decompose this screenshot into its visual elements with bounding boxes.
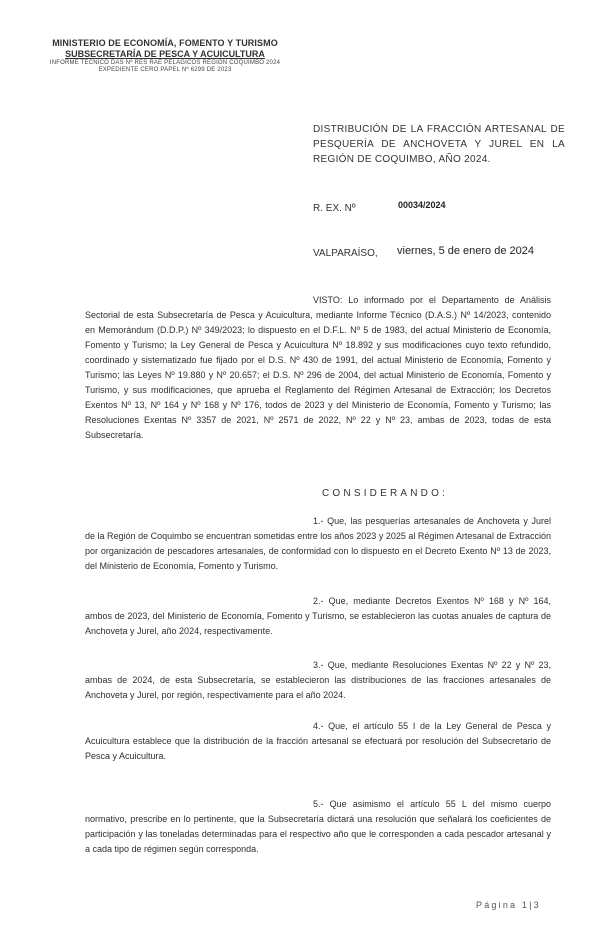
considerando-2: 2.- Que, mediante Decretos Exentos Nº 168 y Nº 164, ambos de 2023, del Ministerio de Economía, Fomento y Turismo, se establecieron las cuotas anuales de captura de Anchoveta y Jurel, año 2024, respectivamente.	[85, 596, 551, 636]
resolution-label: R. EX. Nº	[313, 203, 356, 214]
ministry-name: MINISTERIO DE ECONOMÍA, FOMENTO Y TURISMO	[52, 38, 278, 48]
document-title: DISTRIBUCIÓN DE LA FRACCIÓN ARTESANAL DE PESQUERÍA DE ANCHOVETA Y JUREL EN LA REGIÓN DE COQUIMBO, AÑO 2024.	[313, 124, 565, 165]
considerando-heading: CONSIDERANDO:	[322, 488, 449, 499]
place-name: VALPARAÍSO,	[313, 248, 378, 259]
resolution-number: 00034/2024	[398, 200, 446, 210]
document-date: viernes, 5 de enero de 2024	[397, 245, 534, 257]
informe-reference: INFORME TÉCNICO DAS Nº RES RAE PELÁGICOS REGIÓN COQUIMBO 2024	[49, 59, 281, 66]
expediente-reference: EXPEDIENTE CERO PAPEL Nº 6299 DE 2023	[98, 66, 232, 73]
page-number: Página 1|3	[476, 900, 541, 910]
subsecretaria-name: SUBSECRETARÍA DE PESCA Y ACUICULTURA	[65, 48, 265, 59]
considerando-4: 4.- Que, el artículo 55 I de la Ley General de Pesca y Acuicultura establece que la distribución de la fracción artesanal se efectuará por resolución del Subsecretario de Pesca y Acuicultura.	[85, 721, 551, 761]
considerando-1: 1.- Que, las pesquerías artesanales de Anchoveta y Jurel de la Región de Coquimbo se encuentran sometidas entre los años 2023 y 2025 al Régimen Artesanal de Extracción por organización de pescadores artesanales, de conformidad con lo dispuesto en el Decreto Exento Nº 13 de 2023, del Ministerio de Economía, Fomento y Turismo.	[85, 516, 551, 571]
letterhead	[40, 38, 290, 74]
visto-paragraph: VISTO: Lo informado por el Departamento de Análisis Sectorial de esta Subsecretaría de Pesca y Acuicultura, mediante Informe Técnico (D.A.S.) Nº 14/2023, contenido en Memorándum (D.D.P.) Nº 349/2023; lo dispuesto en el D.F.L. Nº 5 de 1983, del actual Ministerio de Economía, Fomento y Turismo; la Ley General de Pesca y Acuicultura Nº 18.892 y sus modificaciones cuyo texto refundido, coordinado y sistematizado fue fijado por el D.S. Nº 430 de 1991, del actual Ministerio de Economía, Fomento y Turismo; las Leyes Nº 19.880 y Nº 20.657; el D.S. Nº 296 de 2004, del actual Ministerio de Economía, Fomento y Turismo, y sus modificaciones, que aprueba el Reglamento del Régimen Artesanal de Extracción; los Decretos Exentos Nº 13, Nº 164 y Nº 168 y Nº 176, todos de 2023 y del Ministerio de Economía, Fomento y Turismo; las Resoluciones Exentas Nº 3357 de 2021, Nº 2571 de 2022, Nº 22 y Nº 23, ambas de 2023, todas de esta Subsecretaría.	[85, 295, 551, 440]
considerando-3: 3.- Que, mediante Resoluciones Exentas Nº 22 y Nº 23, ambas de 2024, de esta Subsecretaría, se establecieron las distribuciones de las fracciones artesanales de Anchoveta y Jurel, por región, respectivamente para el año 2024.	[85, 660, 551, 700]
considerando-5: 5.- Que asimismo el artículo 55 L del mismo cuerpo normativo, prescribe en lo pertinente, que la Subsecretaría dictará una resolución que señalará los coeficientes de participación y las toneladas determinadas para el respectivo año que le corresponden a cada pescador artesanal y a cada tipo de régimen según corresponda.	[85, 799, 551, 854]
